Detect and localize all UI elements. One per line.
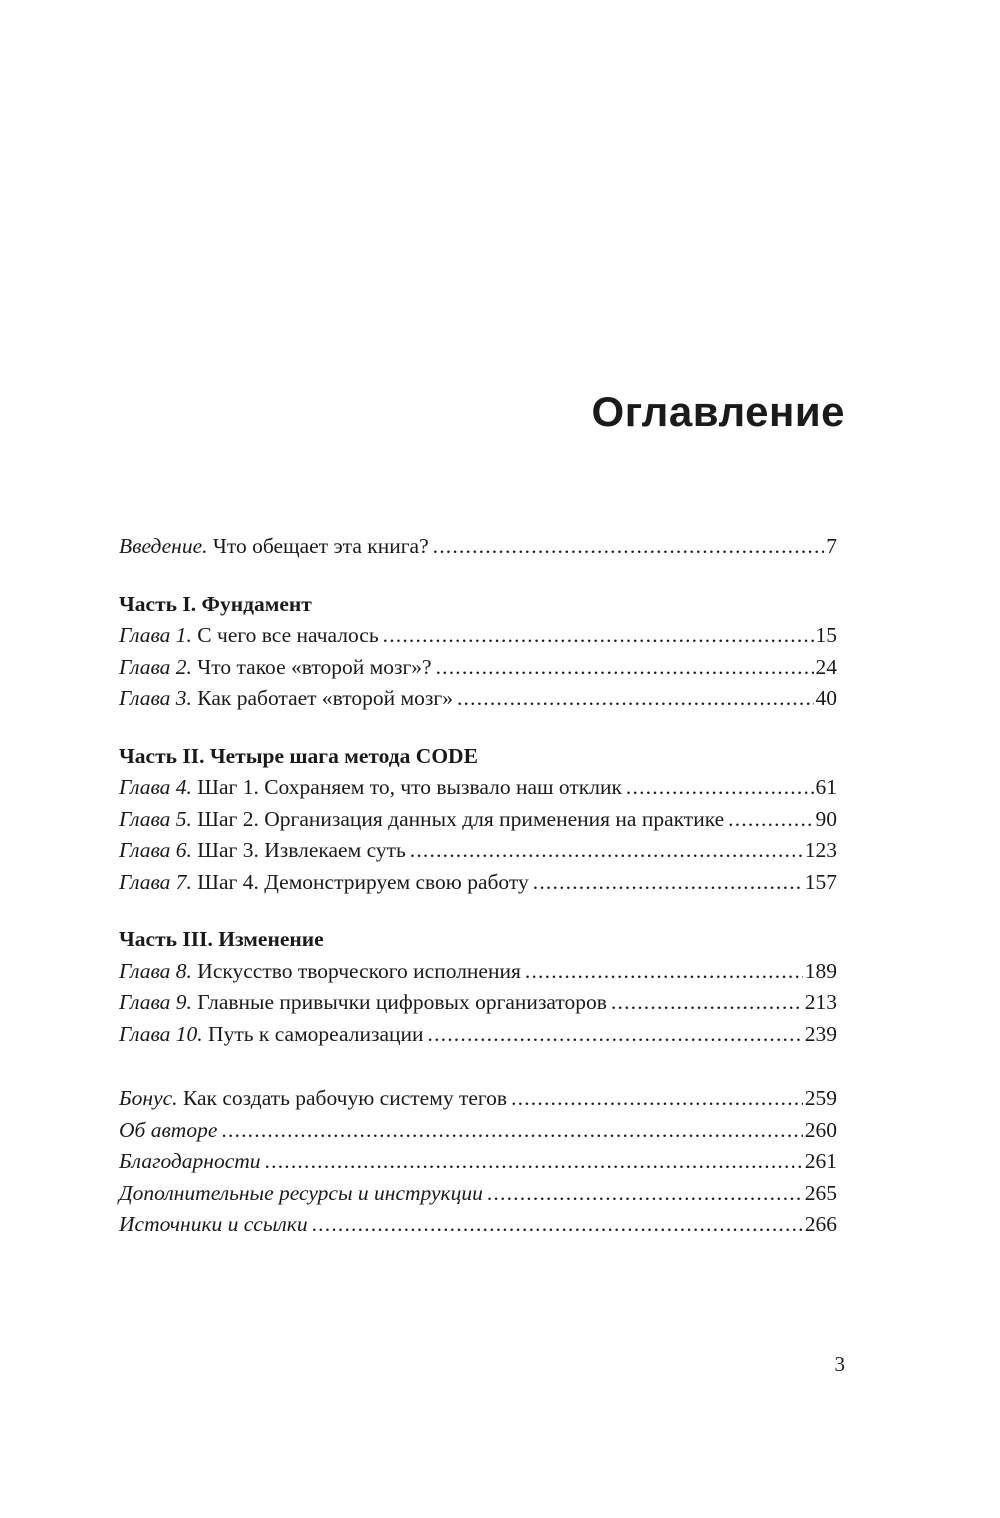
- entry-label: [119, 1083, 507, 1115]
- part-heading-1: Часть I. Фундамент: [119, 591, 312, 616]
- toc-entry-about-author[interactable]: [119, 1115, 837, 1147]
- entry-prefix: Глава 3.: [119, 686, 192, 710]
- dot-leader: [436, 652, 814, 684]
- toc-entry-chapter-7[interactable]: [119, 867, 837, 899]
- entry-title: Шаг 4. Демонстрируем свою работу: [191, 869, 529, 894]
- dot-leader: [611, 987, 803, 1019]
- toc-entry-chapter-10[interactable]: [119, 1019, 837, 1051]
- entry-prefix: Глава 4.: [119, 775, 192, 799]
- entry-label: [119, 772, 622, 804]
- dot-leader: [728, 804, 813, 836]
- entry-page: 259: [804, 1086, 837, 1110]
- dot-leader: [533, 867, 803, 899]
- entry-label: [119, 1019, 424, 1051]
- entry-prefix: Глава 1.: [119, 623, 192, 647]
- entry-page: 90: [815, 806, 837, 831]
- dot-leader: [410, 835, 803, 867]
- entry-page: 189: [804, 958, 837, 983]
- entry-title: Шаг 3. Извлекаем суть: [191, 838, 406, 862]
- dot-leader: [511, 1083, 803, 1115]
- entry-title: Как создать рабочую систему тегов: [177, 1086, 508, 1110]
- entry-page: 61: [815, 775, 837, 799]
- entry-prefix: Глава 9.: [119, 990, 192, 1014]
- entry-label: [119, 956, 521, 988]
- entry-title: Что обещает эта книга?: [207, 534, 429, 558]
- dot-leader: [221, 1115, 802, 1147]
- toc-entry-acknowledgements[interactable]: [119, 1146, 837, 1178]
- entry-title: Шаг 2. Организация данных для применения на практике: [191, 806, 725, 831]
- entry-prefix: Введение.: [119, 534, 208, 558]
- entry-page: 213: [804, 990, 837, 1014]
- entry-page: 265: [804, 1180, 837, 1205]
- entry-label: [119, 531, 429, 563]
- entry-title: Как работает «второй мозг»: [191, 686, 453, 710]
- toc-entry-chapter-3[interactable]: [119, 683, 837, 715]
- dot-leader: [433, 531, 825, 563]
- entry-title: С чего все началось: [191, 623, 379, 647]
- part-heading-2: Часть II. Четыре шага метода CODE: [119, 743, 478, 768]
- entry-page: 266: [804, 1212, 837, 1236]
- entry-prefix: Глава 10.: [119, 1021, 203, 1046]
- entry-page: 239: [804, 1021, 837, 1046]
- dot-leader: [428, 1019, 803, 1051]
- entry-prefix: Бонус.: [119, 1086, 178, 1110]
- entry-label: [119, 987, 607, 1019]
- entry-title: Искусство творческого исполнения: [191, 958, 521, 983]
- entry-title: Что такое «второй мозг»?: [191, 654, 432, 679]
- entry-page: 260: [804, 1117, 837, 1142]
- entry-page: 15: [815, 623, 837, 647]
- entry-page: 157: [804, 869, 837, 894]
- toc-entry-chapter-1[interactable]: [119, 620, 837, 652]
- entry-prefix: Дополнительные ресурсы и инструкции: [119, 1180, 483, 1205]
- dot-leader: [383, 620, 814, 652]
- dot-leader: [626, 772, 814, 804]
- entry-label: [119, 620, 379, 652]
- entry-page: 24: [815, 654, 837, 679]
- entry-page: 40: [815, 686, 837, 710]
- toc-entry-chapter-5[interactable]: [119, 804, 837, 836]
- toc-entry-intro[interactable]: [119, 531, 837, 563]
- dot-leader: [487, 1178, 803, 1210]
- toc-entry-chapter-6[interactable]: [119, 835, 837, 867]
- entry-title: Главные привычки цифровых организаторов: [191, 990, 607, 1014]
- entry-prefix: Глава 2.: [119, 654, 192, 679]
- backmatter-section: [119, 1083, 837, 1241]
- page-title: Оглавление: [591, 388, 845, 435]
- toc-entry-chapter-8[interactable]: [119, 956, 837, 988]
- page-number: 3: [834, 1352, 845, 1376]
- entry-prefix: Глава 6.: [119, 838, 192, 862]
- entry-page: 261: [804, 1149, 837, 1173]
- entry-title: Путь к самореализации: [202, 1021, 424, 1046]
- entry-label: [119, 652, 432, 684]
- entry-page: 123: [804, 838, 837, 862]
- entry-label: [119, 804, 724, 836]
- entry-label: [119, 1178, 483, 1210]
- entry-label: [119, 835, 406, 867]
- dot-leader: [312, 1209, 803, 1241]
- entry-label: [119, 1146, 261, 1178]
- dot-leader: [265, 1146, 803, 1178]
- entry-label: [119, 1209, 308, 1241]
- entry-label: [119, 867, 529, 899]
- entry-prefix: Глава 5.: [119, 806, 192, 831]
- entry-label: [119, 683, 453, 715]
- entry-label: [119, 1115, 217, 1147]
- entry-prefix: Источники и ссылки: [119, 1212, 308, 1236]
- part-heading-3: Часть III. Изменение: [119, 927, 324, 951]
- toc-entry-chapter-9[interactable]: [119, 987, 837, 1019]
- entry-prefix: Глава 7.: [119, 869, 192, 894]
- dot-leader: [457, 683, 814, 715]
- toc-entry-chapter-2[interactable]: [119, 652, 837, 684]
- entry-prefix: Об авторе: [119, 1117, 218, 1142]
- toc-entry-sources[interactable]: [119, 1209, 837, 1241]
- toc-entry-bonus[interactable]: [119, 1083, 837, 1115]
- entry-prefix: Благодарности: [119, 1149, 261, 1173]
- entry-page: 7: [826, 534, 837, 558]
- dot-leader: [525, 956, 803, 988]
- entry-prefix: Глава 8.: [119, 958, 192, 983]
- entry-title: Шаг 1. Сохраняем то, что вызвало наш отклик: [191, 775, 622, 799]
- toc-entry-chapter-4[interactable]: [119, 772, 837, 804]
- toc-entry-resources[interactable]: [119, 1178, 837, 1210]
- table-of-contents: [119, 531, 837, 1241]
